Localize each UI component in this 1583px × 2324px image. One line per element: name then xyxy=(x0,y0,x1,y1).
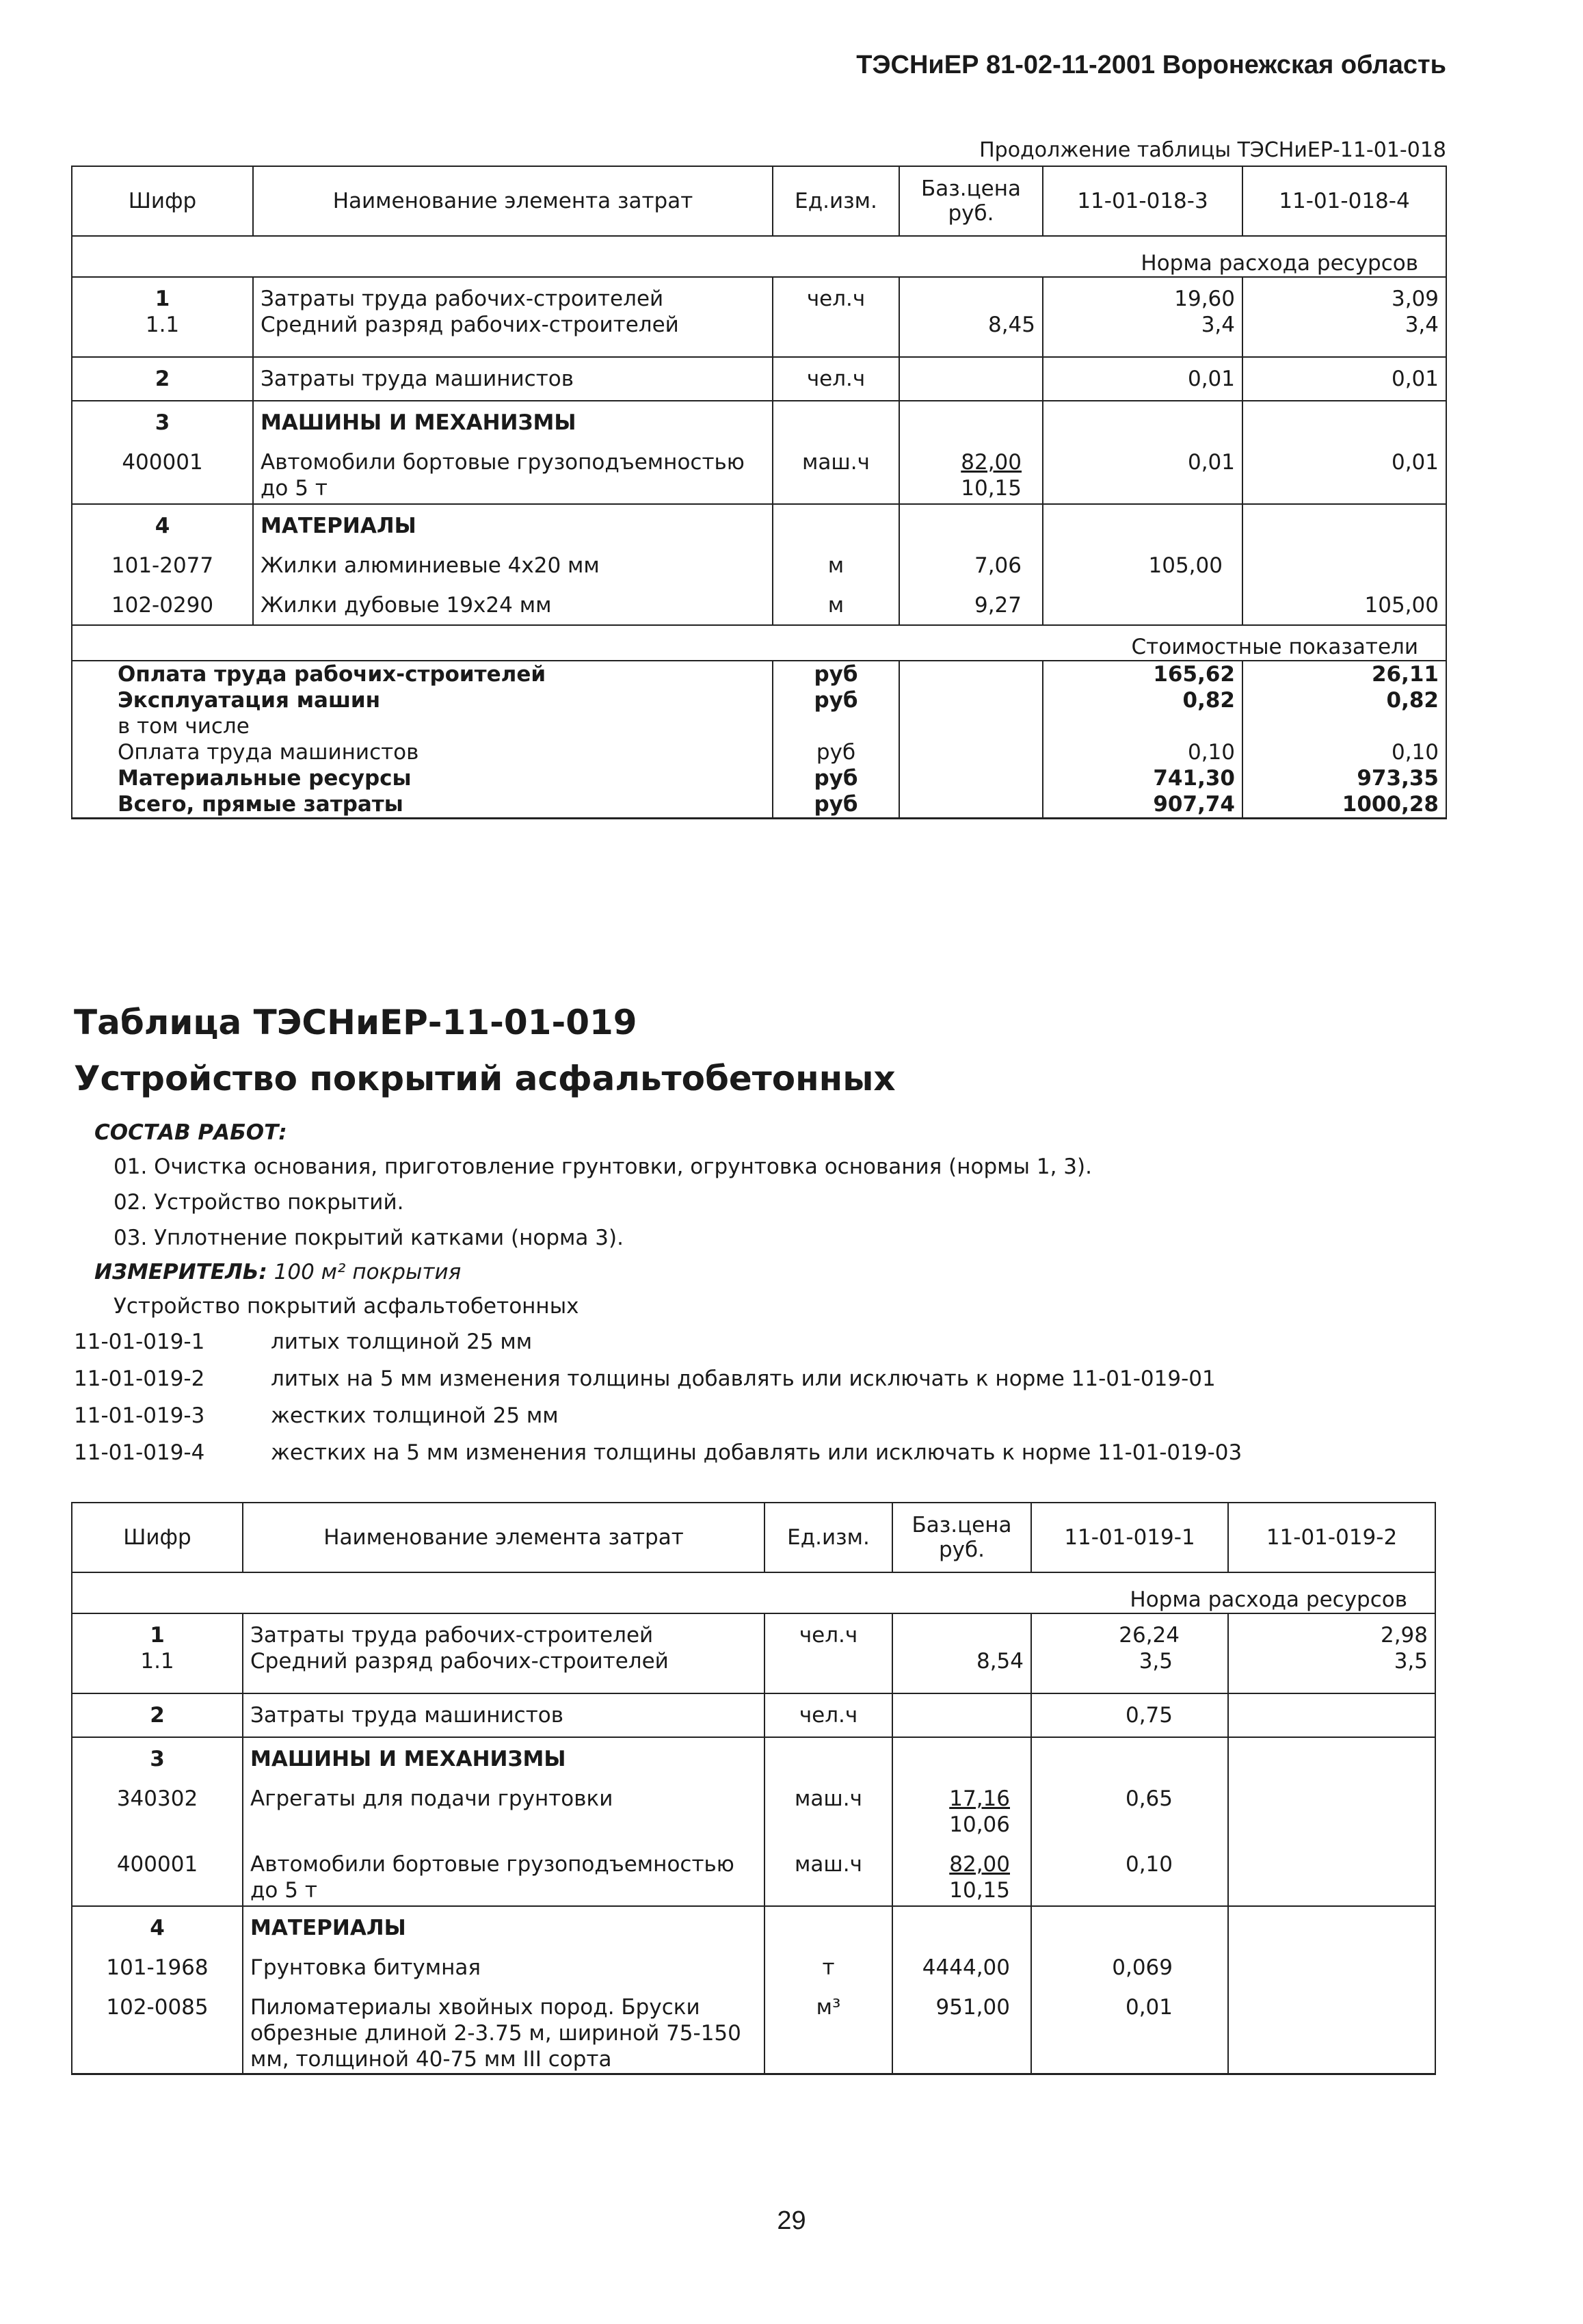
col-unit-header: Ед.изм. xyxy=(773,166,899,236)
section-row: 4 МАТЕРИАЛЫ xyxy=(72,504,1446,539)
section-row: 3 МАШИНЫ И МЕХАНИЗМЫ xyxy=(72,1737,1435,1772)
table-row: 101-2077 Жилки алюминиевые 4х20 мм м 7,06 105,00 xyxy=(72,539,1446,583)
col-norm1-header: 11-01-019-1 xyxy=(1031,1503,1228,1572)
col-price-header: Баз.цена руб. xyxy=(892,1503,1031,1572)
work-composition-label: СОСТАВ РАБОТ: xyxy=(94,1120,287,1145)
resource-table-018 xyxy=(71,166,1447,819)
table-row: 101-1968 Грунтовка битумная т 4444,00 0,069 xyxy=(72,1941,1435,1985)
norm-text: литых толщиной 25 мм xyxy=(271,1330,533,1354)
col-price-header: Баз.цена руб. xyxy=(899,166,1043,236)
norm-code: 11-01-019-4 xyxy=(74,1440,205,1465)
cost-row: Материальные ресурсы руб 741,30 973,35 xyxy=(72,765,1446,791)
running-header: ТЭСНиЕР 81-02-11-2001 Воронежская область xyxy=(856,51,1446,79)
table-row: 1 Затраты труда рабочих-строителей чел.ч 26,24 2,98 xyxy=(72,1613,1435,1648)
table-row: 2 Затраты труда машинистов чел.ч 0,75 xyxy=(72,1693,1435,1737)
col-norm1-header: 11-01-018-3 xyxy=(1043,166,1242,236)
norm-text: литых на 5 мм изменения толщины добавлять или исключать к норме 11-01-019-01 xyxy=(271,1366,1216,1391)
table-row: 1 Затраты труда рабочих-строителей чел.ч 19,60 3,09 xyxy=(72,277,1446,312)
table-row: 400001 Автомобили бортовые грузоподъемностью до 5 т маш.ч 82,00 10,15 0,01 0,01 xyxy=(72,436,1446,504)
norms-intro: Устройство покрытий асфальтобетонных xyxy=(114,1294,579,1319)
table-row: 1.1 Средний разряд рабочих-строителей 8,45 3,4 3,4 xyxy=(72,312,1446,357)
cost-section-label: Стоимостные показатели xyxy=(72,625,1446,661)
table-subtitle: Устройство покрытий асфальтобетонных xyxy=(74,1059,896,1098)
table-row: 2 Затраты труда машинистов чел.ч 0,01 0,01 xyxy=(72,357,1446,401)
col-code-header: Шифр xyxy=(72,166,253,236)
norm-code: 11-01-019-2 xyxy=(74,1366,205,1391)
col-name-header: Наименование элемента затрат xyxy=(243,1503,764,1572)
cost-row: Эксплуатация машин руб 0,82 0,82 xyxy=(72,687,1446,713)
page-number: 29 xyxy=(777,2206,806,2235)
table-row: 1.1 Средний разряд рабочих-строителей 8,54 3,5 3,5 xyxy=(72,1648,1435,1693)
norm-text: жестких толщиной 25 мм xyxy=(271,1403,559,1428)
table-row: 102-0290 Жилки дубовые 19х24 мм м 9,27 105,00 xyxy=(72,583,1446,625)
cost-row: в том числе xyxy=(72,713,1446,739)
work-item: 03. Уплотнение покрытий катками (норма 3). xyxy=(114,1226,624,1250)
norm-text: жестких на 5 мм изменения толщины добавлять или исключать к норме 11-01-019-03 xyxy=(271,1440,1242,1465)
table-continuation-label: Продолжение таблицы ТЭСНиЕР-11-01-018 xyxy=(979,138,1446,162)
cost-row: Оплата труда рабочих-строителей руб 165,62 26,11 xyxy=(72,661,1446,687)
section-row: 4 МАТЕРИАЛЫ xyxy=(72,1906,1435,1941)
norm-section-label: Норма расхода ресурсов xyxy=(72,1572,1435,1613)
norm-code: 11-01-019-3 xyxy=(74,1403,205,1428)
cost-row: Оплата труда машинистов руб 0,10 0,10 xyxy=(72,739,1446,765)
col-unit-header: Ед.изм. xyxy=(764,1503,892,1572)
norm-section-label: Норма расхода ресурсов xyxy=(72,236,1446,277)
col-code-header: Шифр xyxy=(72,1503,243,1572)
resource-table-019 xyxy=(71,1502,1436,2075)
table-row: 340302 Агрегаты для подачи грунтовки маш.ч 17,16 10,06 0,65 xyxy=(72,1772,1435,1840)
cost-row: Всего, прямые затраты руб 907,74 1000,28 xyxy=(72,791,1446,819)
col-name-header: Наименование элемента затрат xyxy=(253,166,773,236)
table-row: 400001 Автомобили бортовые грузоподъемностью до 5 т маш.ч 82,00 10,15 0,10 xyxy=(72,1840,1435,1906)
table-title: Таблица ТЭСНиЕР-11-01-019 xyxy=(74,1003,637,1042)
norm-code: 11-01-019-1 xyxy=(74,1330,205,1354)
measure-line: ИЗМЕРИТЕЛЬ: 100 м² покрытия xyxy=(94,1260,462,1284)
col-norm2-header: 11-01-018-4 xyxy=(1242,166,1446,236)
section-row: 3 МАШИНЫ И МЕХАНИЗМЫ xyxy=(72,401,1446,436)
work-item: 02. Устройство покрытий. xyxy=(114,1190,404,1215)
work-item: 01. Очистка основания, приготовление грунтовки, огрунтовка основания (нормы 1, 3). xyxy=(114,1154,1092,1179)
col-norm2-header: 11-01-019-2 xyxy=(1228,1503,1435,1572)
table-row: 102-0085 Пиломатериалы хвойных пород. Бруски обрезные длиной 2-3.75 м, шириной 75-150 мм, толщиной 40-75 мм III сорта м³ 951,00 0,01 xyxy=(72,1985,1435,2074)
